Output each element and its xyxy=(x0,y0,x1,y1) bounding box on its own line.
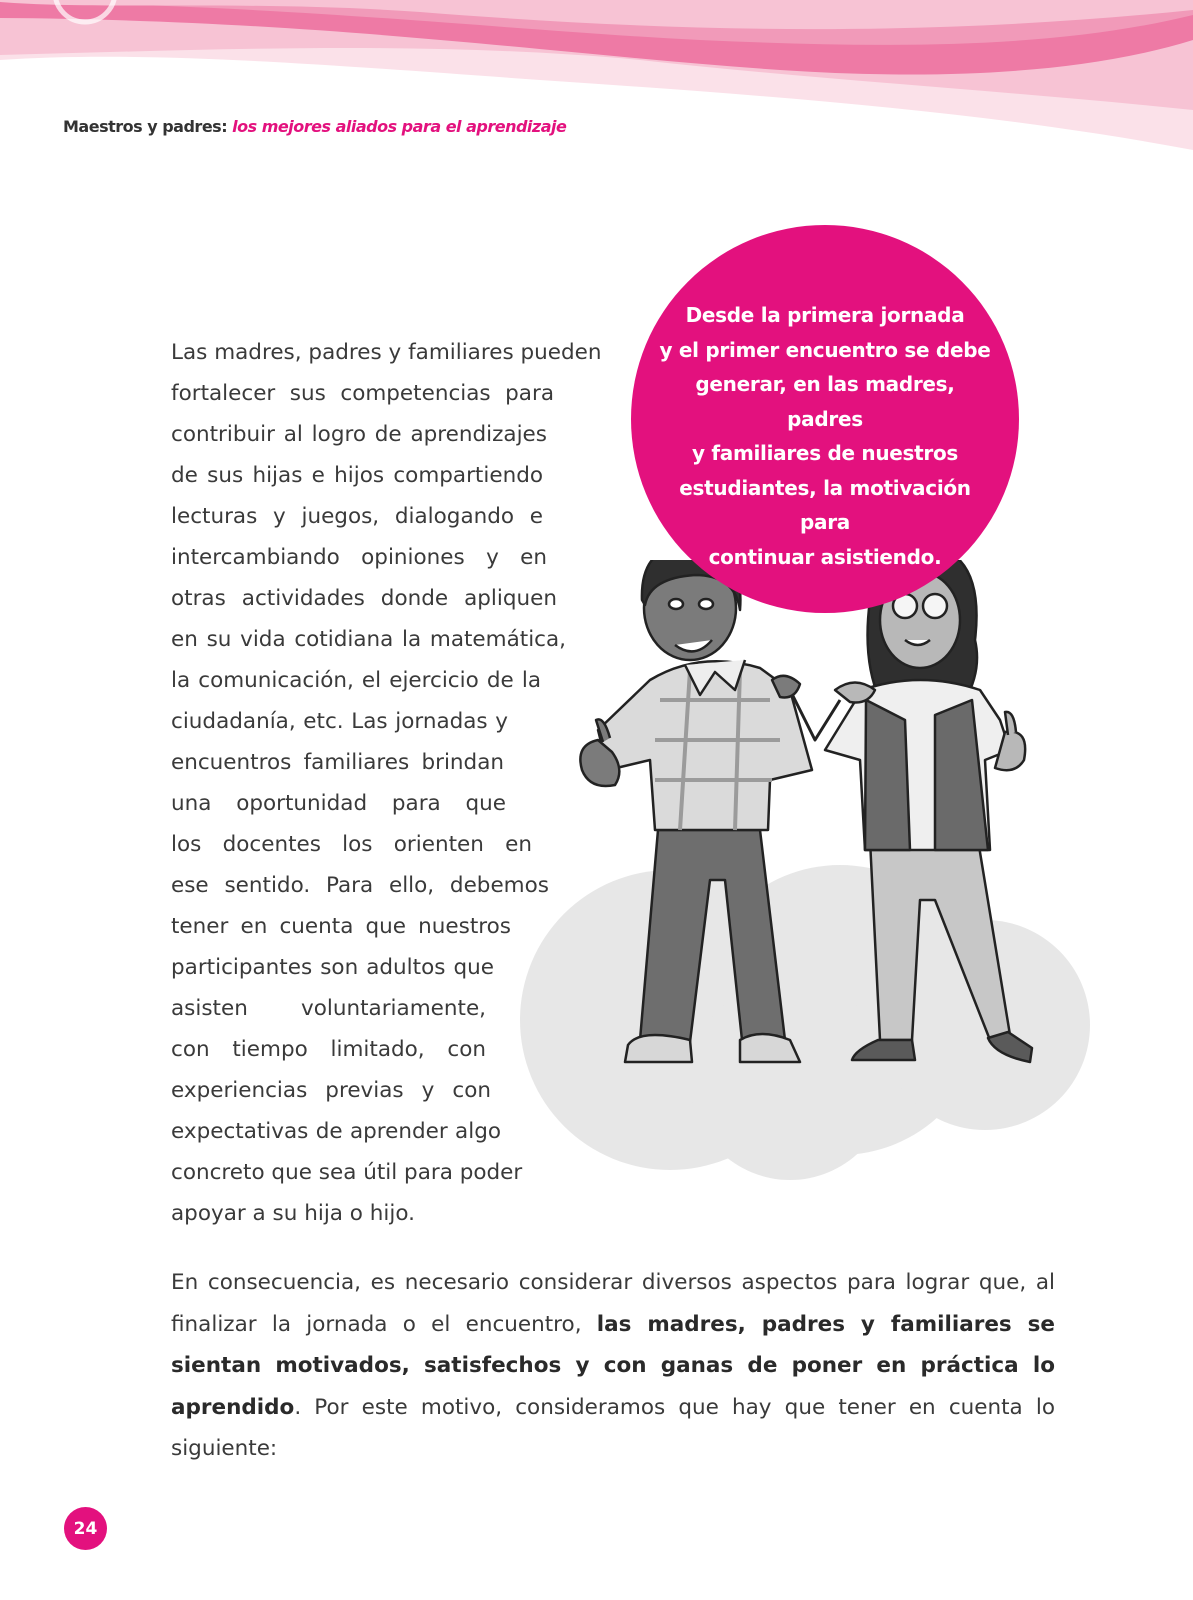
paragraph-line: Las madres, padres y familiares pueden xyxy=(171,340,602,365)
conclusion-paragraph xyxy=(171,1262,1055,1470)
paragraph-line: apoyar a su hija o hijo. xyxy=(171,1201,415,1226)
paragraph-line: ese sentido. Para ello, debemos xyxy=(171,873,549,898)
paragraph-line: en su vida cotidiana la matemática, xyxy=(171,627,566,652)
paragraph-line: asisten voluntariamente, xyxy=(171,996,486,1021)
paragraph-line: con tiempo limitado, con xyxy=(171,1037,486,1062)
conclusion-text-end: . Por este motivo, consideramos que hay que tener en cuenta lo siguiente: xyxy=(171,1394,1055,1461)
paragraph-line: encuentros familiares brindan xyxy=(171,750,504,775)
paragraph-line: la comunicación, el ejercicio de la xyxy=(171,668,541,693)
paragraph-line: lecturas y juegos, dialogando e xyxy=(171,504,543,529)
paragraph-line: concreto que sea útil para poder xyxy=(171,1160,523,1185)
paragraph-line: tener en cuenta que nuestros xyxy=(171,914,511,939)
teacher-and-father-illustration xyxy=(520,560,1120,1200)
paragraph-line: contribuir al logro de aprendizajes xyxy=(171,422,547,447)
callout-line: estudiantes, la motivación para xyxy=(679,475,971,534)
callout-line: y el primer encuentro se debe xyxy=(659,337,991,362)
page-number-badge xyxy=(64,1507,107,1550)
paragraph-line: experiencias previas y con xyxy=(171,1078,491,1103)
paragraph-line: los docentes los orienten en xyxy=(171,832,532,857)
conclusion-text-start: En consecuencia, es necesario considerar diversos aspectos para lograr que, al finalizar la jornada o el encuentro, xyxy=(171,1270,1055,1337)
paragraph-line: participantes son adultos que xyxy=(171,955,494,980)
paragraph-line: una oportunidad para que xyxy=(171,791,506,816)
header-subtitle: los mejores aliados para el aprendizaje xyxy=(232,117,567,136)
callout-line: Desde la primera jornada xyxy=(685,303,965,327)
page-number: 24 xyxy=(73,1518,98,1539)
callout-line: generar, en las madres, padres xyxy=(695,372,955,431)
callout-text xyxy=(655,298,995,574)
conclusion-emphasis: las madres, padres y familiares se sientan motivados, satisfechos y con ganas de poner en práctica lo aprendido xyxy=(171,1311,1055,1420)
paragraph-line: expectativas de aprender algo xyxy=(171,1119,501,1144)
intro-paragraph xyxy=(171,332,602,1234)
callout-line: y familiares de nuestros xyxy=(691,441,959,465)
paragraph-line: de sus hijas e hijos compartiendo xyxy=(171,463,543,488)
header-title-main: Maestros y padres: xyxy=(63,117,228,136)
paragraph-line: intercambiando opiniones y en xyxy=(171,545,547,570)
header-title xyxy=(63,117,566,136)
callout-line: continuar asistiendo. xyxy=(708,544,942,569)
paragraph-line: ciudadanía, etc. Las jornadas y xyxy=(171,709,508,734)
paragraph-line: fortalecer sus competencias para xyxy=(171,381,554,406)
paragraph-line: otras actividades donde apliquen xyxy=(171,586,557,611)
